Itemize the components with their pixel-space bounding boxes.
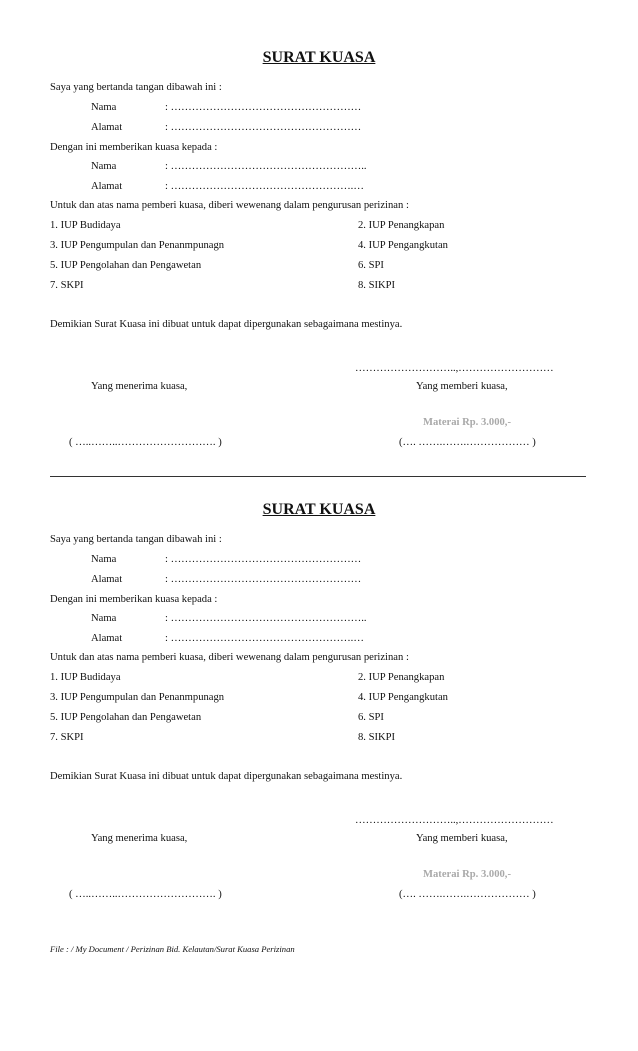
stamp-duty-text: Materai Rp. 3.000,- <box>423 417 511 428</box>
letter-title: SURAT KUASA <box>262 49 376 66</box>
receiver-signature-field: ( …..……..………………………. ) <box>69 889 222 900</box>
grantor-name-field: : ……………………………………………… <box>165 102 362 113</box>
receiver-label: Yang menerima kuasa, <box>91 381 188 392</box>
intro-text: Saya yang bertanda tangan dibawah ini : <box>50 82 222 93</box>
file-path-footer: File : / My Document / Perizinan Bid. Kelautan/Surat Kuasa Perizinan <box>50 944 295 954</box>
receiver-label: Yang menerima kuasa, <box>91 833 188 844</box>
grantor-name-label: Nama <box>91 554 117 565</box>
grantee-intro-text: Dengan ini memberikan kuasa kepada : <box>50 594 218 605</box>
grantee-address-field: : …………………………………………….… <box>165 181 364 192</box>
grantee-name-label: Nama <box>91 613 117 624</box>
giver-signature-field: (…. …….…….……………… ) <box>399 889 536 900</box>
intro-text: Saya yang bertanda tangan dibawah ini : <box>50 534 222 545</box>
giver-label: Yang memberi kuasa, <box>416 381 508 392</box>
giver-label: Yang memberi kuasa, <box>416 833 508 844</box>
permit-item: 7. SKPI <box>50 732 84 743</box>
grantee-address-label: Alamat <box>91 181 123 192</box>
permit-item: 3. IUP Pengumpulan dan Penanmpunagn <box>50 692 225 703</box>
letter-2 <box>0 452 638 902</box>
permit-item: 4. IUP Pengangkutan <box>358 692 448 703</box>
permit-item: 1. IUP Budidaya <box>50 220 121 231</box>
authority-text: Untuk dan atas nama pemberi kuasa, diberi wewenang dalam pengurusan perizinan : <box>50 652 409 663</box>
permit-item: 8. SIKPI <box>358 732 396 743</box>
letter-title: SURAT KUASA <box>262 501 376 518</box>
grantor-address-field: : ……………………………………………… <box>165 574 362 585</box>
place-date-field: ………………………..,……………………… <box>355 815 554 826</box>
grantor-name-label: Nama <box>91 102 117 113</box>
grantee-name-field: : ……………………………………………….. <box>165 161 367 172</box>
permit-item: 5. IUP Pengolahan dan Pengawetan <box>50 260 202 271</box>
permit-item: 1. IUP Budidaya <box>50 672 121 683</box>
giver-signature-field: (…. …….…….……………… ) <box>399 437 536 448</box>
permit-item: 3. IUP Pengumpulan dan Penanmpunagn <box>50 240 225 251</box>
permit-item: 7. SKPI <box>50 280 84 291</box>
closing-text: Demikian Surat Kuasa ini dibuat untuk dapat dipergunakan sebagaimana mestinya. <box>50 771 403 782</box>
permit-item: 6. SPI <box>358 712 384 723</box>
grantee-address-field: : …………………………………………….… <box>165 633 364 644</box>
permit-item: 2. IUP Penangkapan <box>358 672 445 683</box>
grantee-address-label: Alamat <box>91 633 123 644</box>
place-date-field: ………………………..,……………………… <box>355 363 554 374</box>
grantor-address-label: Alamat <box>91 122 123 133</box>
receiver-signature-field: ( …..……..………………………. ) <box>69 437 222 448</box>
grantor-address-field: : ……………………………………………… <box>165 122 362 133</box>
letter-1 <box>0 0 638 450</box>
stamp-duty-text: Materai Rp. 3.000,- <box>423 869 511 880</box>
grantee-name-label: Nama <box>91 161 117 172</box>
permit-item: 5. IUP Pengolahan dan Pengawetan <box>50 712 202 723</box>
permit-item: 6. SPI <box>358 260 384 271</box>
grantee-name-field: : ……………………………………………….. <box>165 613 367 624</box>
permit-item: 4. IUP Pengangkutan <box>358 240 448 251</box>
permit-item: 2. IUP Penangkapan <box>358 220 445 231</box>
closing-text: Demikian Surat Kuasa ini dibuat untuk dapat dipergunakan sebagaimana mestinya. <box>50 319 403 330</box>
permit-item: 8. SIKPI <box>358 280 396 291</box>
grantor-address-label: Alamat <box>91 574 123 585</box>
grantor-name-field: : ……………………………………………… <box>165 554 362 565</box>
authority-text: Untuk dan atas nama pemberi kuasa, diberi wewenang dalam pengurusan perizinan : <box>50 200 409 211</box>
grantee-intro-text: Dengan ini memberikan kuasa kepada : <box>50 142 218 153</box>
